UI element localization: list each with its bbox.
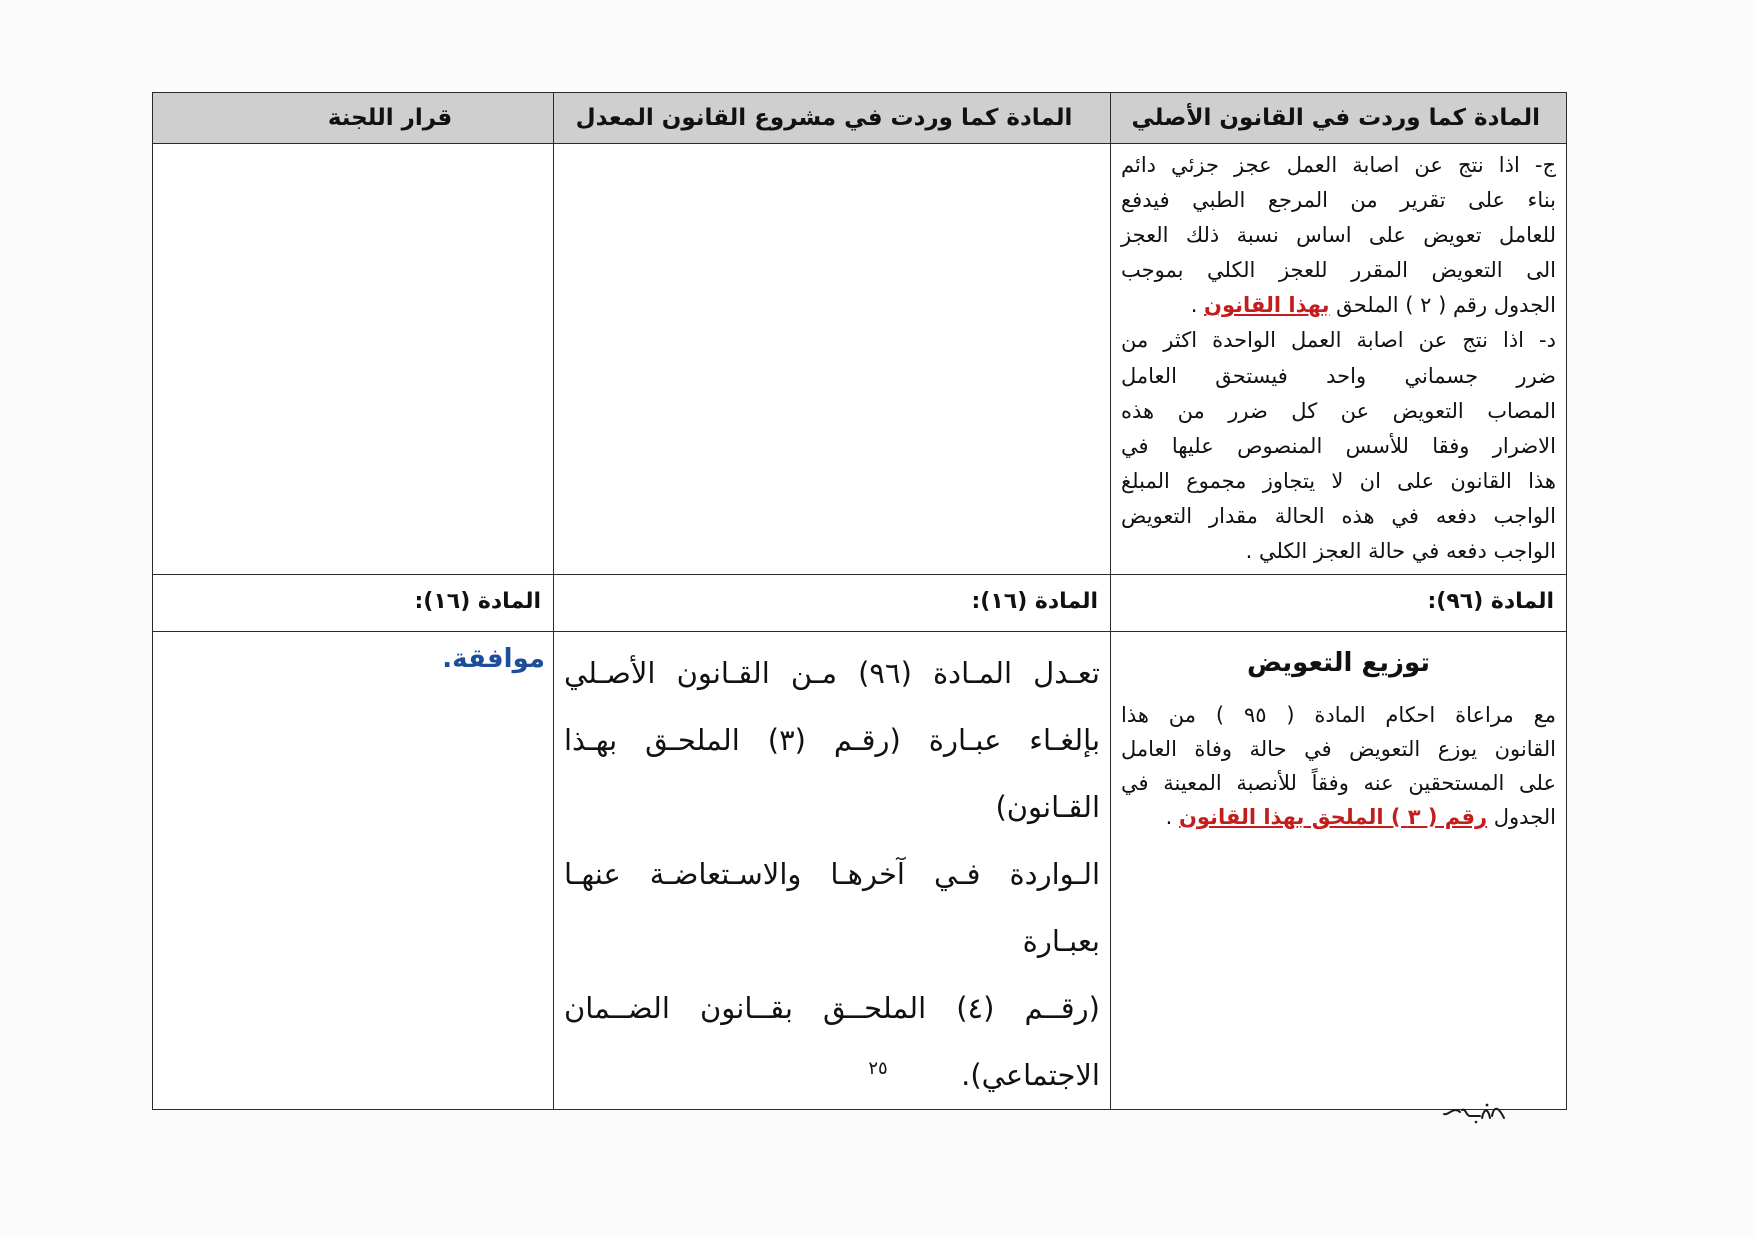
article-16-label: المادة (١٦): — [971, 589, 1098, 614]
amended-article-16-text — [554, 632, 1110, 1109]
text-line: للعامل تعويض على اساس نسبة ذلك العجز — [1121, 223, 1556, 248]
text-line: الواجب دفعه في هذه الحالة مقدار التعويض — [1121, 503, 1556, 528]
decision-approval: موافقة. — [442, 644, 545, 674]
page-number: ٢٥ — [868, 1058, 888, 1079]
cell-original-content — [1111, 632, 1567, 1110]
text-line: بإلغـاء عبـارة (رقـم (٣) الملحـق بهـذا القـانون) — [564, 723, 1101, 824]
cell-amended-article — [554, 575, 1111, 632]
original-article-96-text — [1111, 698, 1566, 834]
compensation-distribution-title: توزيع التعويض — [1246, 648, 1431, 678]
article-16-decision-label: المادة (١٦): — [414, 589, 541, 614]
text-line: الاضرار وفقا للأسس المنصوص عليها في — [1121, 433, 1556, 458]
text-line: الاجتماعي). — [961, 1058, 1100, 1092]
text-line: (رقــم (٤) الملحــق بقــانون الضــمان — [564, 991, 1100, 1025]
signature-mark — [1440, 1098, 1510, 1128]
cell-decision-content — [153, 632, 554, 1110]
text-line: المصاب التعويض عن كل ضرر من هذه — [1121, 398, 1556, 423]
article-96-label: المادة (٩٦): — [1427, 589, 1554, 614]
comparison-table — [152, 92, 1567, 1110]
text-line: الى التعويض المقرر للعجز الكلي بموجب — [1121, 258, 1556, 283]
text-line-with-highlight: الجدول رقم ( ٣ ) الملحق بهذا القانون . — [1165, 805, 1556, 829]
table-row-article-numbers — [153, 575, 1567, 632]
header-amended-law: المادة كما وردت في مشروع القانون المعدل — [554, 93, 1111, 144]
header-original-law: المادة كما وردت في القانون الأصلي — [1111, 93, 1567, 144]
text-line: د- اذا نتج عن اصابة العمل الواحدة اكثر من — [1121, 328, 1556, 353]
table-row-continuation — [153, 144, 1567, 575]
text-line: الواجب دفعه في حالة العجز الكلي . — [1245, 539, 1556, 564]
cell-original-continuation — [1111, 144, 1567, 575]
text-line: على المستحقين عنه وفقاً للأنصبة المعينة في — [1121, 771, 1556, 795]
header-committee-decision: قرار اللجنة — [153, 93, 554, 144]
text-line: القانون يوزع التعويض في حالة وفاة العامل — [1121, 737, 1556, 761]
highlight-table-3: رقم ( ٣ ) الملحق بهذا القانون — [1178, 805, 1488, 829]
text-line: هذا القانون على ان لا يتجاوز مجموع المبلغ — [1121, 468, 1556, 493]
text-line: الـواردة فـي آخرهـا والاسـتعاضـة عنهـا بعبـارة — [564, 857, 1100, 958]
cell-decision-article — [153, 575, 554, 632]
text-line: ضرر جسماني واحد فيستحق العامل — [1121, 363, 1556, 388]
table-row-article-content — [153, 632, 1567, 1110]
table-header-row — [153, 93, 1567, 144]
text-line: تعـدل المـادة (٩٦) مـن القـانون الأصـلي — [564, 656, 1100, 690]
cell-original-article — [1111, 575, 1567, 632]
text-line-with-highlight: الجدول رقم ( ٢ ) الملحق بهذا القانون . — [1190, 293, 1556, 318]
text-line: ج- اذا نتج عن اصابة العمل عجز جزئي دائم — [1121, 153, 1556, 177]
cell-decision-empty — [153, 144, 554, 575]
cell-amended-content — [554, 632, 1111, 1110]
text-line: بناء على تقرير من المرجع الطبي فيدفع — [1121, 188, 1556, 213]
text-line: مع مراعاة احكام المادة ( ٩٥ ) من هذا — [1121, 703, 1556, 727]
highlight-this-law: بهذا القانون — [1204, 293, 1330, 318]
original-text-block — [1111, 144, 1566, 573]
cell-amended-empty — [554, 144, 1111, 575]
